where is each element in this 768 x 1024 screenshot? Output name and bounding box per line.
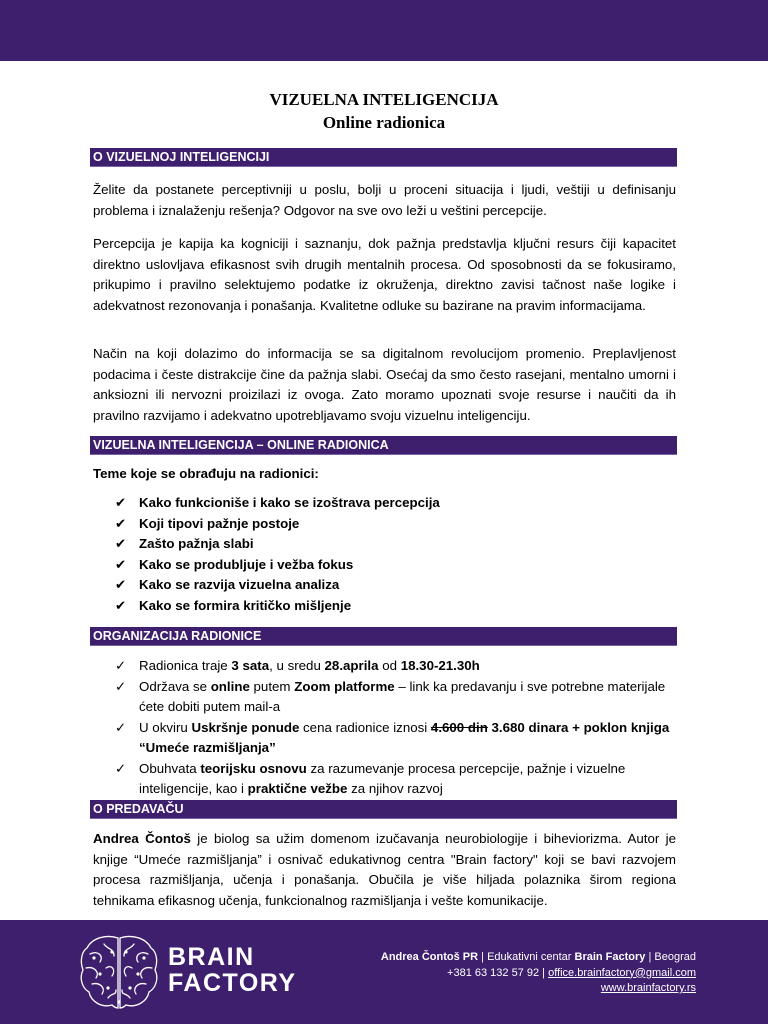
check-mark-icon: ✓: [115, 761, 127, 776]
topics-label: Teme koje se obrađuju na radionici:: [93, 466, 319, 481]
footer-phone-email-line: +381 63 132 57 92 | office.brainfactory@gmail.com: [447, 966, 696, 979]
footer-contact-info: [381, 950, 696, 997]
check-mark-icon: ✔: [115, 515, 127, 531]
list-item: ✓ Održava se online putem Zoom platforme – link ka predavanju i sve potrebne materijale ćete dobiti putem mail-a: [115, 679, 666, 714]
check-mark-icon: ✓: [115, 658, 127, 673]
check-mark-icon: ✓: [115, 679, 127, 694]
check-mark-icon: ✔: [115, 495, 127, 510]
section-heading-organization: ORGANIZACIJA RADIONICE: [90, 627, 677, 646]
list-item: ✔ Kako funkcioniše i kako se izoštrava percepcija: [113, 493, 440, 514]
topics-list: [113, 493, 440, 617]
document-title: VIZUELNA INTELIGENCIJA: [269, 90, 499, 109]
about-paragraph-2: Percepcija je kapija ka kogniciji i saznanju, dok pažnja predstavlja ključni resurs čiji kapacitet direktno uslovljava efikasnost svih drugih mentalnih procesa. Od sposobnosti da se fokusiramo, prikupimo i pravilno selektujemo podatke iz okruženja, direktno zavisi tačnost naše logike i adekvatnost rezonovanja i ponašanja. Kvalitetne odluke su bazirane na pravim informacijama.: [93, 236, 676, 313]
list-item: ✓ Radionica traje 3 sata, u sredu 28.aprila od 18.30-21.30h: [113, 656, 673, 676]
footer-company-line: Andrea Čontoš PR | Edukativni centar Brain Factory | Beograd: [380, 951, 696, 963]
list-item: ✔ Kako se produbljuje i vežba fokus: [113, 555, 440, 576]
list-item: ✔ Kako se formira kritičko mišljenje: [113, 596, 440, 617]
footer: [0, 920, 768, 1024]
organization-list: [113, 656, 673, 800]
about-paragraph-1: Želite da postanete perceptivniji u poslu, bolji u proceni situacija i ljudi, veštiji u definisanju problema i iznalaženju rešenja? Odgovor na sve ovo leži u veštini percepcije.: [93, 182, 676, 218]
check-mark-icon: ✔: [115, 556, 127, 572]
email-link[interactable]: office.brainfactory@gmail.com: [548, 966, 696, 979]
website-link[interactable]: www.brainfactory.rs: [600, 982, 696, 994]
list-item: ✓ Obuhvata teorijsku osnovu za razumevanje procesa percepcije, pažnje i vizuelne inteligencije, kao i praktične vežbe za njihov razvoj: [115, 761, 626, 796]
lecturer-name: Andrea Čontoš: [93, 831, 191, 846]
document-title-block: [0, 88, 768, 134]
section-heading-workshop: VIZUELNA INTELIGENCIJA – ONLINE RADIONICA: [90, 436, 677, 455]
list-item: ✔ Kako se razvija vizuelna analiza: [113, 575, 440, 596]
brain-logo-icon: [78, 932, 160, 1016]
section-heading-about: O VIZUELNOJ INTELIGENCIJI: [90, 148, 677, 167]
check-mark-icon: ✔: [115, 577, 127, 593]
brand-name: BRAIN FACTORY: [168, 943, 297, 997]
section-heading-lecturer: O PREDAVAČU: [90, 800, 677, 819]
document-subtitle: Online radionica: [322, 113, 446, 132]
list-item: ✓ U okviru Uskršnje ponude cena radionice iznosi 4.600 din 3.680 dinara + poklon knjiga “Umeće razmišljanja”: [115, 720, 670, 755]
phone-number: +381 63 132 57 92: [447, 966, 540, 979]
about-paragraph-3: Način na koji dolazimo do informacija se sa digitalnom revolucijom promenio. Preplavljenost podacima i česte distrakcije čine da pažnja slabi. Osećaj da smo često rasejani, mentalno umorni i anksiozni ili nervozni proizilazi iz ovoga. Zato moramo upoznati svoje resurse i naučiti da ih pravilno razvijamo i adekvatno upotrebljavamo svoju vizuelnu inteligenciju.: [93, 346, 676, 423]
check-mark-icon: ✔: [115, 597, 127, 613]
list-item: ✔ Zašto pažnja slabi: [113, 534, 440, 555]
lecturer-paragraph: Andrea Čontoš je biolog sa užim domenom izučavanja neurobiologije i biheviorizma. Autor je knjige “Umeće razmišljanja” i osnivač edukativnog centra "Brain factory" koji se bavi razvojem procesa razmišljanja, učenja i ponašanja. Obučila je više hiljada polaznika širom regiona tehnikama efikasnog učenja, funkcionalnog razmišljanja i vešte komunikacije.: [93, 831, 676, 908]
check-mark-icon: ✓: [115, 720, 127, 735]
check-mark-icon: ✔: [115, 536, 127, 552]
top-banner: [0, 0, 768, 61]
old-price: 4.600 din: [430, 720, 488, 735]
list-item: ✔ Koji tipovi pažnje postoje: [113, 514, 440, 535]
